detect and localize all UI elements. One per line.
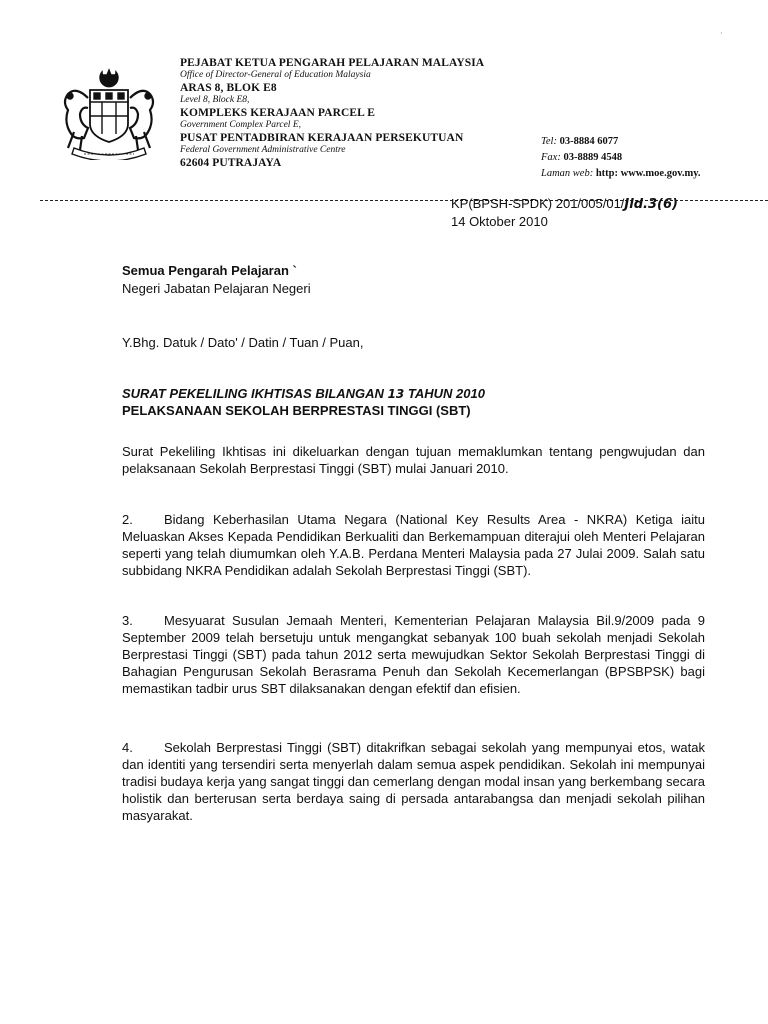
salutation: Y.Bhg. Datuk / Dato' / Datin / Tuan / Puan,: [122, 335, 364, 350]
coat-of-arms-icon: [54, 68, 164, 160]
web-value: http: www.moe.gov.my.: [595, 168, 701, 179]
recipient-line-1: Semua Pengarah Pelajaran `: [122, 263, 297, 278]
paragraph-text: Bidang Keberhasilan Utama Negara (National Key Results Area - NKRA) Ketiga iaitu Meluaskan Akses Kepada Pendidikan Berkualiti dan Berkemampuan diterajui oleh Menteri Pelajaran seperti yang telah diumumkan oleh Y.A.B. Perdana Menteri Malaysia pada 27 Julai 2009. Salah satu subbidang NKRA Pendidikan adalah Sekolah Berprestasi Tinggi (SBT).: [122, 512, 705, 578]
paragraph-number: 4.: [122, 740, 133, 755]
recipient-line-2: Negeri Jabatan Pelajaran Negeri: [122, 281, 311, 296]
paragraph-text: Sekolah Berprestasi Tinggi (SBT) ditakrifkan sebagai sekolah yang mempunyai etos, watak dan identiti yang tersendiri serta menyerlah dalam semua aspek pendidikan. Sekolah ini mempunyai tradisi budaya kerja yang sangat tinggi dan cemerlang dengan modal insan yang berkembang secara holistik dan berterusan serta berdaya saing di persada antarabangsa dan menjadi sekolah pilihan masyarakat.: [122, 740, 705, 823]
complex-english: Government Complex Parcel E,: [180, 120, 301, 130]
centre-malay: PUSAT PENTADBIRAN KERAJAAN PERSEKUTUAN: [180, 132, 464, 144]
floor-english: Level 8, Block E8,: [180, 95, 250, 105]
paragraph-2: [122, 511, 705, 579]
complex-malay: KOMPLEKS KERAJAAN PARCEL E: [180, 107, 376, 119]
reference-typed: KP(BPSH-SPDK) 201/005/01/: [451, 196, 625, 211]
letter-date: 14 Oktober 2010: [451, 214, 548, 229]
fax-value: 03-8889 4548: [563, 152, 623, 163]
circular-number: 13: [387, 387, 405, 401]
office-name-malay: PEJABAT KETUA PENGARAH PELAJARAN MALAYSIA: [180, 57, 485, 69]
postcode: 62604 PUTRAJAYA: [180, 157, 282, 169]
floor-malay: ARAS 8, BLOK E8: [180, 82, 277, 94]
paragraph-text: Surat Pekeliling Ikhtisas ini dikeluarkan dengan tujuan memaklumkan tentang pengwujudan dan pelaksanaan Sekolah Berprestasi Tinggi (SBT) mulai Januari 2010.: [122, 444, 705, 476]
contact-block: [541, 134, 701, 182]
paragraph-number: 3.: [122, 613, 133, 628]
paragraph-number: 2.: [122, 512, 133, 527]
fax-line: [541, 150, 701, 166]
subject-line-2: PELAKSANAAN SEKOLAH BERPRESTASI TINGGI (SBT): [122, 403, 471, 418]
tel-value: 03-8884 6077: [559, 136, 619, 147]
letterhead: [180, 56, 540, 170]
reference-handwritten: Jld.3(6): [624, 197, 678, 212]
paragraph-1: [122, 443, 705, 477]
tel-label: Tel:: [541, 136, 557, 147]
subject-prefix: SURAT PEKELILING IKHTISAS BILANGAN: [122, 386, 384, 401]
scan-speck: ·: [720, 29, 723, 38]
reference-number: [451, 196, 678, 212]
subject-line-1: [122, 386, 485, 401]
paragraph-4: [122, 739, 705, 824]
centre-english: Federal Government Administrative Centre: [180, 145, 346, 155]
fax-label: Fax:: [541, 152, 561, 163]
subject-suffix: TAHUN 2010: [407, 386, 485, 401]
web-label: Laman web:: [541, 168, 594, 179]
office-name-english: Office of Director-General of Education Malaysia: [180, 70, 371, 80]
paragraph-text: Mesyuarat Susulan Jemaah Menteri, Kementerian Pelajaran Malaysia Bil.9/2009 pada 9 September 2009 telah bersetuju untuk mengangkat sebanyak 100 buah sekolah menjadi Sekolah Berprestasi Tinggi (SBT) pada tahun 2012 serta mewujudkan Sektor Sekolah Berprestasi Tinggi di Bahagian Pengurusan Sekolah Berasrama Penuh dan Sekolah Kecemerlangan (BPSBPSK) bagi memastikan tadbir urus SBT dilaksanakan dengan efektif dan efisien.: [122, 613, 705, 696]
paragraph-3: [122, 612, 705, 697]
tel-line: [541, 134, 701, 150]
web-line: [541, 166, 701, 182]
